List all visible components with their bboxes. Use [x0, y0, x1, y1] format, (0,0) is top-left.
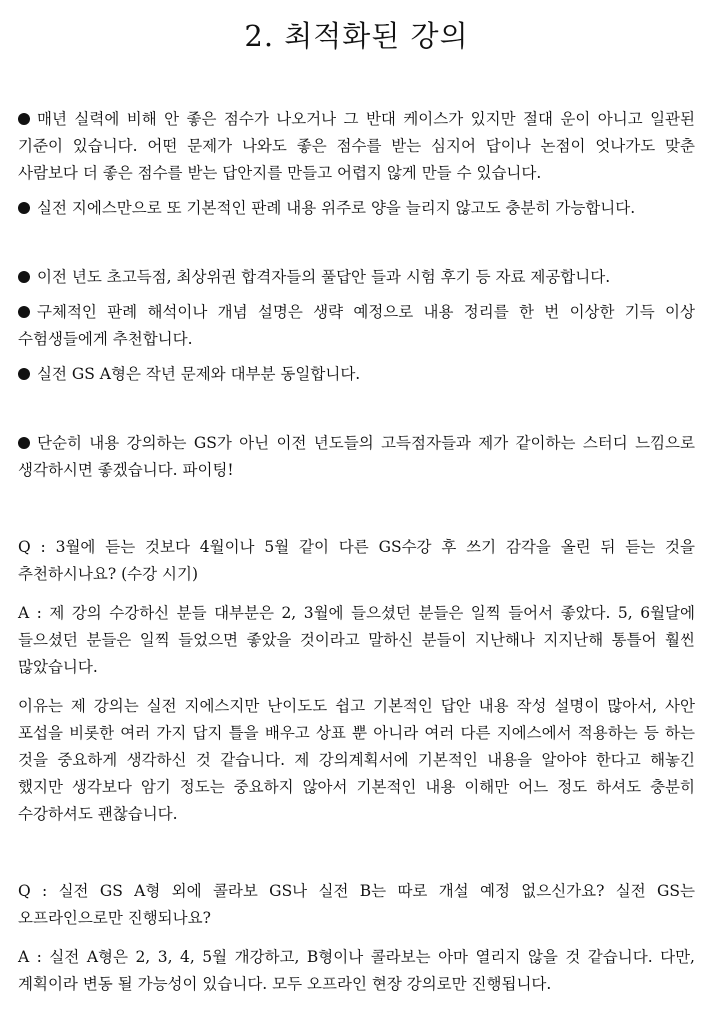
bullet-item — [18, 361, 695, 388]
answer-text: A : 실전 A형은 2, 3, 4, 5월 개강하고, B형이나 콜라보는 아마 열리지 않을 것 같습니다. 다만, 계획이라 변동 될 가능성이 있습니다. 모두 오프라인 현장 강의로만 진행됩니다. — [18, 948, 695, 993]
question-text: Q : 실전 GS A형 외에 콜라보 GS나 실전 B는 따로 개설 예정 없으신가요? 실전 GS는 오프라인으로만 진행되나요? — [18, 882, 695, 927]
bullet-item — [18, 430, 695, 484]
answer-text: A : 제 강의 수강하신 분들 대부분은 2, 3월에 들으셨던 분들은 일찍 들어서 좋았다. 5, 6월달에 들으셨던 분들은 일찍 들었으면 좋았을 것이라고 말하신 분들이 지난해나 지지난해 통틀어 훨씬 많았습니다. — [18, 604, 695, 676]
bullet-icon — [18, 113, 30, 125]
bullet-text: 매년 실력에 비해 안 좋은 점수가 나오거나 그 반대 케이스가 있지만 절대 운이 아니고 일관된 기준이 있습니다. 어떤 문제가 나와도 좋은 점수를 받는 심지어 답이나 논점이 엇나가도 맞춘 사람보다 더 좋은 점수를 받는 답안지를 만들고 어렵지 않게 만들 수 있습니다. — [18, 110, 695, 182]
page-title: 2. 최적화된 강의 — [244, 19, 469, 53]
bullet-icon — [18, 437, 30, 449]
bullet-icon — [18, 271, 30, 283]
bullet-text: 단순히 내용 강의하는 GS가 아닌 이전 년도들의 고득점자들과 제가 같이하는 스터디 느낌으로 생각하시면 좋겠습니다. 파이팅! — [18, 434, 695, 479]
bullet-icon — [18, 368, 30, 380]
bullet-text: 이전 년도 초고득점, 최상위권 합격자들의 풀답안 들과 시험 후기 등 자료 제공합니다. — [37, 268, 611, 286]
bullet-icon — [18, 202, 30, 214]
bullet-item — [18, 264, 695, 291]
bullet-text: 구체적인 판례 해석이나 개념 설명은 생략 예정으로 내용 정리를 한 번 이상한 기득 이상 수험생들에게 추천합니다. — [18, 303, 695, 348]
bullet-item — [18, 299, 695, 353]
bullet-text: 실전 GS A형은 작년 문제와 대부분 동일합니다. — [37, 365, 361, 383]
bullet-item — [18, 195, 695, 222]
answer-extra-text: 이유는 제 강의는 실전 지에스지만 난이도도 쉽고 기본적인 답안 내용 작성 설명이 많아서, 사안 포섭을 비롯한 여러 가지 답지 틀을 배우고 상표 뿐 아니라 여러 다른 지에스에서 적용하는 등 하는 것을 중요하게 생각하신 것 같습니다. 제 강의계획서에 기본적인 내용을 알아야 한다고 해놓긴 했지만 생각보다 암기 정도는 중요하지 않아서 기본적인 내용 이해만 어느 정도 하셔도 충분히 수강하셔도 괜찮습니다. — [18, 697, 695, 823]
bullet-icon — [18, 306, 30, 318]
bullet-text: 실전 지에스만으로 또 기본적인 판례 내용 위주로 양을 늘리지 않고도 충분히 가능합니다. — [37, 199, 636, 217]
question-text: Q : 3월에 듣는 것보다 4월이나 5월 같이 다른 GS수강 후 쓰기 감각을 올린 뒤 듣는 것을 추천하시나요? (수강 시기) — [18, 538, 695, 583]
bullet-item — [18, 106, 695, 187]
